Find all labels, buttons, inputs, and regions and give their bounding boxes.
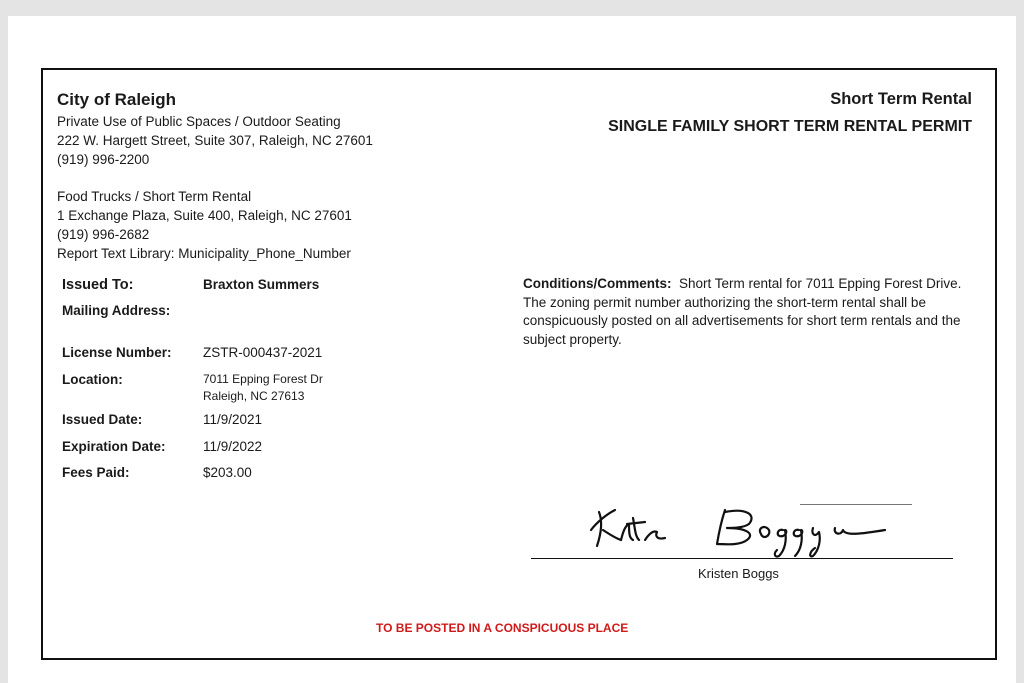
permit-title: SINGLE FAMILY SHORT TERM RENTAL PERMIT <box>608 118 972 135</box>
location-line-1: 7011 Epping Forest Dr <box>203 372 323 386</box>
issued-date-value: 11/9/2021 <box>203 412 263 427</box>
issued-to-value: Braxton Summers <box>203 277 320 292</box>
mailing-address-label: Mailing Address: <box>62 303 171 318</box>
signature-line <box>531 558 953 559</box>
fees-paid-label: Fees Paid: <box>62 465 130 480</box>
issuer-dept-str: Food Trucks / Short Term Rental <box>57 189 252 204</box>
issuer-phone-2: (919) 996-2682 <box>57 227 150 242</box>
issuer-name: City of Raleigh <box>57 90 177 109</box>
posting-notice: TO BE POSTED IN A CONSPICUOUS PLACE <box>376 621 629 635</box>
issuer-address-2: 1 Exchange Plaza, Suite 400, Raleigh, NC 27601 <box>57 208 352 223</box>
expiration-date-label: Expiration Date: <box>62 439 166 454</box>
handwritten-signature <box>585 500 925 560</box>
license-number-label: License Number: <box>62 345 172 360</box>
location-label: Location: <box>62 372 123 387</box>
conditions-label: Conditions/Comments: <box>523 276 672 291</box>
conditions-comments <box>523 275 975 349</box>
issued-to-label: Issued To: <box>62 277 134 293</box>
permit-border <box>41 68 997 660</box>
location-line-2: Raleigh, NC 27613 <box>203 389 305 403</box>
expiration-date-value: 11/9/2022 <box>203 439 263 454</box>
issuer-phone-1: (919) 996-2200 <box>57 152 150 167</box>
report-library-line: Report Text Library: Municipality_Phone_Number <box>57 246 351 261</box>
fees-paid-value: $203.00 <box>203 465 252 480</box>
issuer-address-1: 222 W. Hargett Street, Suite 307, Raleigh, NC 27601 <box>57 133 373 148</box>
issued-date-label: Issued Date: <box>62 412 143 427</box>
conditions-text: Short Term rental for 7011 Epping Forest Drive. The zoning permit number authorizing the short-term rental shall be conspicuously posted on all advertisements for short term rentals and the subject property. <box>523 276 962 347</box>
signer-name: Kristen Boggs <box>698 566 779 581</box>
issuer-dept-outdoor: Private Use of Public Spaces / Outdoor Seating <box>57 114 341 129</box>
permit-category: Short Term Rental <box>830 90 972 108</box>
license-number-value: ZSTR-000437-2021 <box>203 345 323 360</box>
